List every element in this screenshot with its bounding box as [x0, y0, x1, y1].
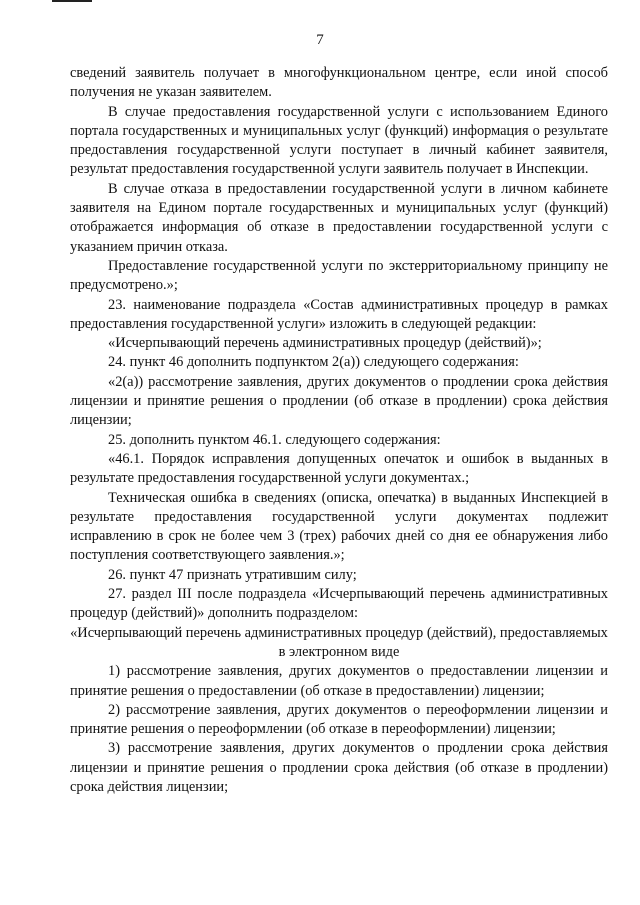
- paragraph-item-25: 25. дополнить пунктом 46.1. следующего содержания:: [108, 431, 441, 448]
- list-item-2: 2) рассмотрение заявления, других документов о переоформлении лицензии и принятие решения о переоформлении (об отказе в переоформлении) лицензии;: [70, 701, 608, 738]
- scan-edge-mark: [52, 0, 92, 2]
- page-number: 7: [316, 32, 324, 48]
- subsection-heading: «Исчерпывающий перечень административных процедур (действий), предоставляемых в электронном виде: [70, 624, 608, 660]
- paragraph-4: Предоставление государственной услуги по экстерриториальному принципу не предусмотрено.»;: [70, 257, 608, 294]
- paragraph-5: «Исчерпывающий перечень административных процедур (действий)»;: [108, 335, 542, 352]
- document-body: [70, 64, 608, 797]
- paragraph-item-27: 27. раздел III после подраздела «Исчерпывающий перечень административных процедур (действий)» дополнить подразделом:: [70, 586, 608, 622]
- paragraph-item-24: 24. пункт 46 дополнить подпунктом 2(а)) следующего содержания:: [108, 354, 519, 371]
- paragraph-item-23: 23. наименование подраздела «Состав административных процедур в рамках предоставления государственной услуги» изложить в следующей редакции:: [70, 296, 608, 332]
- paragraph-2: В случае предоставления государственной услуги с использованием Единого портала государственных и муниципальных услуг (функций) информация о результате предоставления государственной услуги поступает в личный кабинет заявителя, результат предоставления государственной услуги заявитель получает в Инспекции.: [70, 103, 608, 178]
- paragraph-item-26: 26. пункт 47 признать утратившим силу;: [108, 566, 357, 583]
- paragraph-8: Техническая ошибка в сведениях (описка, опечатка) в выданных Инспекцией в результате предоставления государственной услуги документах подлежит исправлению в срок не более чем 3 (трех) рабочих дней со дня ее обнаружения либо поступления соответствующего заявления.»;: [70, 489, 608, 564]
- list-item-1: 1) рассмотрение заявления, других документов о предоставлении лицензии и принятие решения о предоставлении (об отказе в предоставлении) лицензии;: [70, 663, 608, 699]
- list-item-3: 3) рассмотрение заявления, других документов о продлении срока действия лицензии и принятие решения о продлении срока действия (об отказе в продлении) срока действия лицензии;: [70, 740, 608, 795]
- paragraph-3: В случае отказа в предоставлении государственной услуги в личном кабинете заявителя на Едином портале государственных и муниципальных услуг (функций) отображается информация об отказе в предоставлении государственной услуги с указанием причин отказа.: [70, 180, 608, 255]
- paragraph-6: «2(а)) рассмотрение заявления, других документов о продлении срока действия лицензии и принятие решения о продлении (об отказе в продлении) срока действия лицензии;: [70, 373, 608, 429]
- paragraph-7: «46.1. Порядок исправления допущенных опечаток и ошибок в выданных в результате предоставления государственной услуги документах.;: [70, 450, 608, 487]
- paragraph-1: сведений заявитель получает в многофункциональном центре, если иной способ получения не указан заявителем.: [70, 65, 608, 101]
